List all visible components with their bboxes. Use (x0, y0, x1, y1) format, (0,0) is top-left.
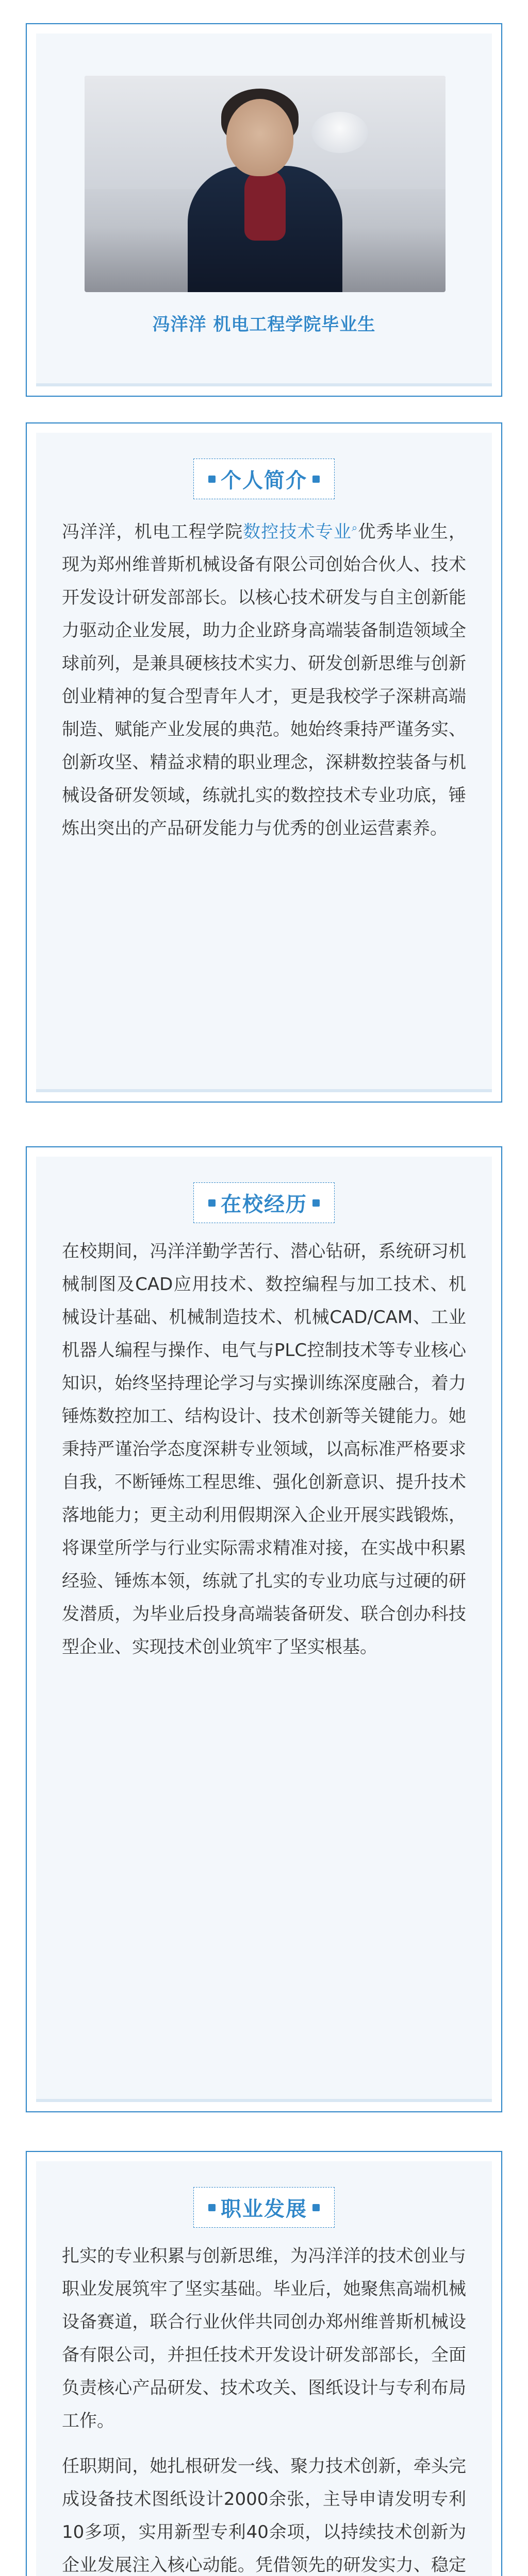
school-paragraph: 在校期间，冯洋洋勤学苦行、潜心钻研，系统研习机械制图及CAD应用技术、数控编程与加工技术、机械设计基础、机械制造技术、机械CAD/CAM、工业机器人编程与操作、电气与PLC控制技术等专业核心知识，始终坚持理论学习与实操训练深度融合，着力锤炼数控加工、结构设计、技术创新等关键能力。她秉持严谨治学态度深耕专业领域，以高标准严格要求自我，不断锤炼工程思维、强化创新意识、提升技术落地能力；更主动利用假期深入企业开展实践锻炼，将课堂所学与行业实际需求精准对接，在实战中积累经验、锤炼本领，练就了扎实的专业功底与过硬的研发潜质，为毕业后投身高端装备研发、联合创办科技型企业、实现技术创业筑牢了坚实根基。 (62, 1241, 466, 1657)
intro-major-link[interactable]: 数控技术专业 (243, 521, 352, 543)
school-card (26, 1146, 502, 2112)
intro-paragraph (62, 511, 466, 845)
photo-scarf (244, 168, 286, 241)
card-bottom-strip (36, 2099, 492, 2102)
career-title: 职业发展 (221, 2197, 307, 2221)
portrait-card (26, 23, 502, 397)
career-paragraph-2: 任职期间，她扎根研发一线、聚力技术创新，牵头完成设备技术图纸设计2000余张，主导申请发明专利10多项，实用新型专利40余项，以持续技术创新为企业发展注入核心动能。凭借领先的研发实力、稳定 (62, 2456, 466, 2575)
career-title-box (193, 2187, 335, 2228)
school-content (62, 1235, 466, 1676)
career-content (62, 2240, 466, 2576)
school-title: 在校经历 (221, 1193, 307, 1216)
intro-text-prefix: 冯洋洋，机电工程学院 (62, 521, 243, 543)
graduate-photo (85, 76, 446, 292)
photo-person-face (226, 99, 293, 176)
intro-title-box (193, 459, 335, 499)
career-paragraph-1: 扎实的专业积累与创新思维，为冯洋洋的技术创业与职业发展筑牢了坚实基础。毕业后，她聚焦高端机械设备赛道，联合行业伙伴共同创办郑州维普斯机械设备有限公司，并担任技术开发设计研发部部长，全面负责核心产品研发、技术攻关、图纸设计与专利布局工作。 (62, 2246, 466, 2431)
photo-logo-sign (311, 112, 368, 153)
intro-content (62, 511, 466, 857)
card-bottom-strip (36, 1089, 492, 1092)
intro-text-rest: 优秀毕业生，现为郑州维普斯机械设备有限公司创始合伙人、技术开发设计研发部部长。以核心技术研发与自主创新能力驱动企业发展，助力企业跻身高端装备制造领域全球前列，是兼具硬核技术实力、研发创新思维与创新创业精神的复合型青年人才，更是我校学子深耕高端制造、赋能产业发展的典范。她始终秉持严谨务实、创新攻坚、精益求精的职业理念，深耕数控装备与机械设备研发领域，练就扎实的数控技术专业功底，锤炼出突出的产品研发能力与优秀的创业运营素养。 (62, 521, 467, 839)
card-bottom-strip (36, 383, 492, 386)
intro-card (26, 422, 502, 1103)
career-card (26, 2151, 502, 2576)
intro-title: 个人简介 (221, 469, 307, 493)
school-title-box (193, 1182, 335, 1223)
portrait-caption: 冯洋洋 机电工程学院毕业生 (152, 314, 376, 335)
search-icon: ⌕ (352, 521, 358, 534)
